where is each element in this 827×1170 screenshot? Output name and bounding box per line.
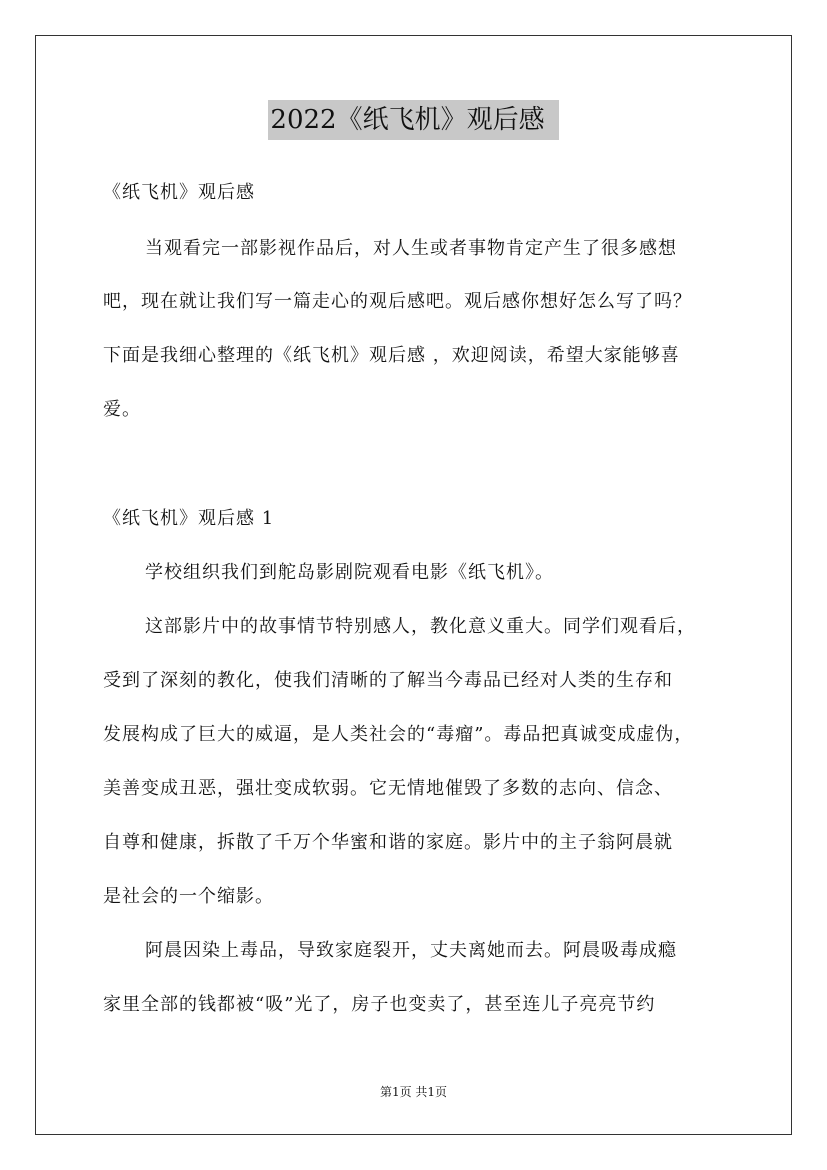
body-line: 是社会的一个缩影。 — [103, 886, 274, 907]
intro-line: 吧，现在就让我们写一篇走心的观后感吧。观后感你想好怎么写了吗？ — [103, 291, 692, 312]
body-line: 美善变成丑恶，强壮变成软弱。它无情地催毁了多数的志向、信念、 — [103, 778, 673, 799]
body-line: 受到了深刻的教化，使我们清晰的了解当今毒品已经对人类的生存和 — [103, 670, 673, 691]
intro-heading: 《纸飞机》观后感 — [103, 182, 255, 203]
section-heading: 《纸飞机》观后感 1 — [103, 508, 275, 529]
document-title: 2022《纸飞机》观后感 — [268, 100, 558, 140]
body-line: 阿晨因染上毒品，导致家庭裂开，丈夫离她而去。阿晨吸毒成瘾 — [145, 940, 677, 961]
body-line: 自尊和健康，拆散了千万个华蜜和谐的家庭。影片中的主子翁阿晨就 — [103, 832, 673, 853]
body-line: 发展构成了巨大的威逼，是人类社会的“毒瘤”。毒品把真诚变成虚伪， — [103, 724, 694, 745]
page-footer: 第1页 共1页 — [379, 1085, 448, 1099]
document-title-wrap — [0, 100, 827, 140]
intro-line: 爱。 — [103, 399, 141, 420]
intro-line: 当观看完一部影视作品后，对人生或者事物肯定产生了很多感想 — [145, 238, 677, 259]
body-line: 家里全部的钱都被“吸”光了，房子也变卖了，甚至连儿子亮亮节约 — [103, 994, 656, 1015]
body-line: 这部影片中的故事情节特别感人，教化意义重大。同学们观看后， — [145, 616, 696, 637]
body-line: 学校组织我们到舵岛影剧院观看电影《纸飞机》。 — [145, 562, 554, 583]
intro-line: 下面是我细心整理的《纸飞机》观后感 ，欢迎阅读，希望大家能够喜 — [103, 345, 680, 366]
